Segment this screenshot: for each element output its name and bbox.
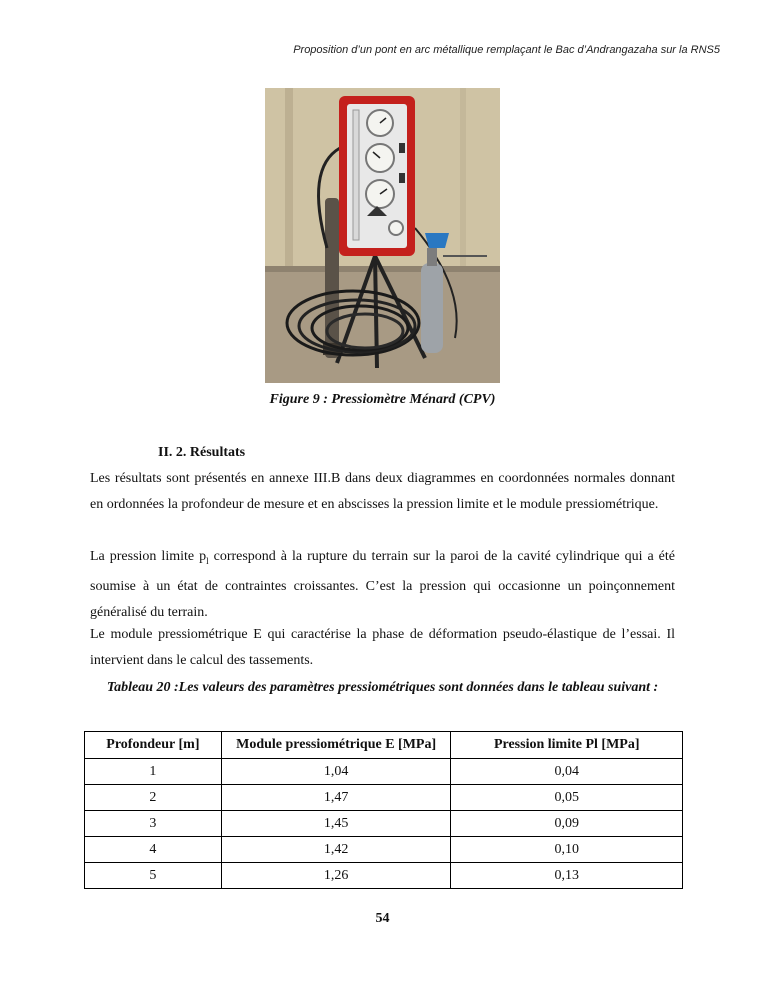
table-cell: 4	[85, 837, 222, 863]
table-cell: 1,47	[221, 785, 451, 811]
paragraph-text: La pression limite p	[90, 549, 207, 564]
subscript: l	[206, 555, 209, 566]
table-row	[85, 863, 683, 889]
table-cell: 1,26	[221, 863, 451, 889]
column-header: Pression limite Pl [MPa]	[451, 732, 683, 759]
column-header: Profondeur [m]	[85, 732, 222, 759]
table-header-row	[85, 732, 683, 759]
table-cell: 2	[85, 785, 222, 811]
paragraph-text: correspond à la rupture du terrain sur la paroi de la cavité cylindrique qui a été soumise à un état de contraintes croissantes. C’est la pression qui occasionne un poinçonnement généralisé du terrain.	[90, 549, 675, 620]
column-header: Module pressiométrique E [MPa]	[221, 732, 451, 759]
running-header: Proposition d’un pont en arc métallique remplaçant le Bac d’Andrangazaha sur la RNS5	[293, 44, 720, 56]
table-cell: 1,45	[221, 811, 451, 837]
table-cell: 3	[85, 811, 222, 837]
page-number: 54	[375, 911, 390, 926]
table-cell: 0,04	[451, 759, 683, 785]
table-cell: 0,05	[451, 785, 683, 811]
table-cell: 0,09	[451, 811, 683, 837]
table-row	[85, 837, 683, 863]
paragraph-pression-limite	[90, 544, 675, 626]
paragraph-results: Les résultats sont présentés en annexe III.B dans deux diagrammes en coordonnées normales donnant en ordonnées la profondeur de mesure et en abscisses la pression limite et le module pressiométrique.	[90, 471, 675, 512]
table-row	[85, 759, 683, 785]
table-caption: Tableau 20 :Les valeurs des paramètres pressiométriques sont données dans le tableau suivant :	[106, 680, 659, 695]
table-cell: 1	[85, 759, 222, 785]
table-cell: 0,13	[451, 863, 683, 889]
paragraph-module: Le module pressiométrique E qui caractérise la phase de déformation pseudo-élastique de l’essai. Il intervient dans le calcul des tassements.	[90, 627, 675, 668]
table-cell: 0,10	[451, 837, 683, 863]
table-cell: 1,04	[221, 759, 451, 785]
figure-caption: Figure 9 : Pressiomètre Ménard (CPV)	[269, 392, 496, 407]
table-row	[85, 785, 683, 811]
table-cell: 1,42	[221, 837, 451, 863]
pressiometer-photo	[265, 88, 500, 383]
pressiometric-table	[84, 731, 683, 889]
table-cell: 5	[85, 863, 222, 889]
section-title: II. 2. Résultats	[158, 445, 246, 460]
table-row	[85, 811, 683, 837]
